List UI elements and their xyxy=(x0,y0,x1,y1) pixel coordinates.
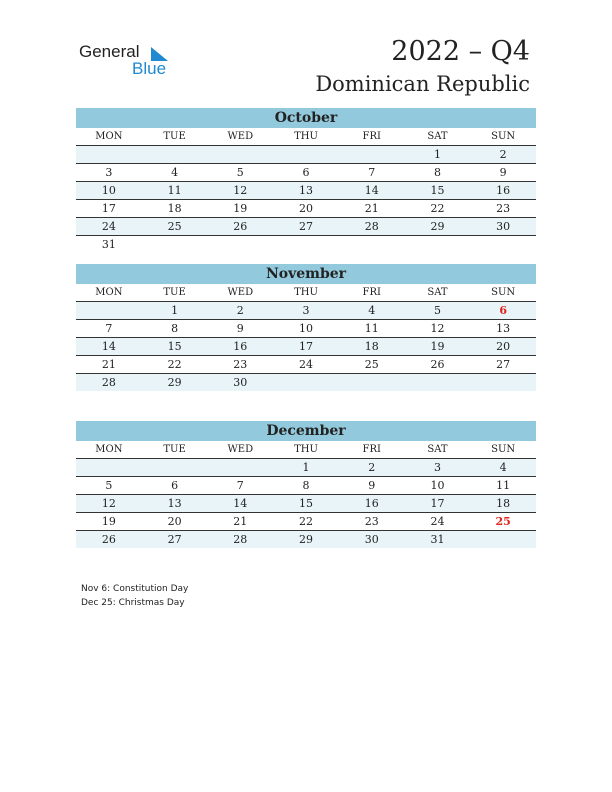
weekday-label: WED xyxy=(227,131,254,142)
day-cell: 20 xyxy=(496,340,511,353)
day-cell: 29 xyxy=(299,533,314,546)
day-cell: 17 xyxy=(430,497,445,510)
day-cell: 28 xyxy=(233,533,248,546)
week-row xyxy=(76,513,536,531)
empty-day-cell xyxy=(142,236,208,253)
day-cell: 29 xyxy=(167,376,182,389)
weekday-label: WED xyxy=(227,444,254,455)
holiday-notes xyxy=(81,582,188,610)
week-row xyxy=(76,477,536,495)
day-cell: 8 xyxy=(171,322,179,335)
day-cell: 14 xyxy=(101,340,116,353)
day-cell: 7 xyxy=(236,479,244,492)
country-subtitle: Dominican Republic xyxy=(315,72,530,96)
day-cell: 20 xyxy=(167,515,182,528)
week-row xyxy=(76,320,536,338)
day-cell: 13 xyxy=(299,184,314,197)
day-cell: 5 xyxy=(433,304,441,317)
empty-day-cell xyxy=(405,236,471,253)
day-cell: 12 xyxy=(101,497,116,510)
day-cell: 9 xyxy=(368,479,376,492)
day-cell: 1 xyxy=(302,461,310,474)
empty-day-cell xyxy=(339,374,405,391)
day-cell: 5 xyxy=(236,166,244,179)
day-cell: 6 xyxy=(171,479,179,492)
day-cell: 2 xyxy=(499,148,507,161)
day-cell: 13 xyxy=(167,497,182,510)
month-header: November xyxy=(76,264,536,284)
day-cell: 27 xyxy=(496,358,511,371)
day-cell: 25 xyxy=(364,358,379,371)
day-cell: 30 xyxy=(364,533,379,546)
day-cell: 26 xyxy=(101,533,116,546)
brand-general-text: General xyxy=(79,42,140,61)
weekday-header-row xyxy=(76,441,536,459)
weekday-label: TUE xyxy=(163,444,186,455)
day-cell: 28 xyxy=(364,220,379,233)
day-cell: 24 xyxy=(299,358,314,371)
day-cell: 15 xyxy=(430,184,445,197)
day-cell: 4 xyxy=(368,304,376,317)
weekday-label: THU xyxy=(294,287,318,298)
weekday-label: MON xyxy=(95,131,123,142)
day-cell: 10 xyxy=(101,184,116,197)
day-cell: 12 xyxy=(233,184,248,197)
day-cell: 16 xyxy=(496,184,511,197)
weekday-label: FRI xyxy=(362,444,381,455)
day-cell: 24 xyxy=(101,220,116,233)
week-row xyxy=(76,459,536,477)
day-cell: 22 xyxy=(430,202,445,215)
week-row xyxy=(76,182,536,200)
day-cell: 6 xyxy=(302,166,310,179)
day-cell: 14 xyxy=(364,184,379,197)
day-cell: 21 xyxy=(101,358,116,371)
day-cell: 19 xyxy=(233,202,248,215)
empty-day-cell xyxy=(142,146,208,163)
day-cell: 14 xyxy=(233,497,248,510)
day-cell: 3 xyxy=(433,461,441,474)
day-cell: 31 xyxy=(101,238,116,251)
brand-logo xyxy=(79,42,189,82)
week-row xyxy=(76,495,536,513)
weekday-label: WED xyxy=(227,287,254,298)
brand-blue-text: Blue xyxy=(132,59,167,78)
day-cell: 26 xyxy=(233,220,248,233)
day-cell: 8 xyxy=(433,166,441,179)
week-row xyxy=(76,146,536,164)
day-cell: 27 xyxy=(167,533,182,546)
day-cell: 28 xyxy=(101,376,116,389)
empty-day-cell xyxy=(207,459,273,476)
day-cell: 2 xyxy=(236,304,244,317)
day-cell: 16 xyxy=(233,340,248,353)
day-cell: 4 xyxy=(171,166,179,179)
weekday-label: MON xyxy=(95,444,123,455)
day-cell: 26 xyxy=(430,358,445,371)
day-cell: 11 xyxy=(364,322,379,335)
page-title: 2022 – Q4 xyxy=(391,36,530,67)
week-row xyxy=(76,302,536,320)
week-row xyxy=(76,356,536,374)
month-december xyxy=(76,421,536,548)
week-row xyxy=(76,531,536,548)
day-cell: 23 xyxy=(233,358,248,371)
day-cell: 19 xyxy=(101,515,116,528)
week-row xyxy=(76,338,536,356)
day-cell: 9 xyxy=(236,322,244,335)
day-cell: 2 xyxy=(368,461,376,474)
day-cell: 5 xyxy=(105,479,113,492)
holiday-note: Nov 6: Constitution Day xyxy=(81,584,189,594)
day-cell: 11 xyxy=(167,184,182,197)
day-cell: 16 xyxy=(364,497,379,510)
day-cell: 23 xyxy=(364,515,379,528)
empty-day-cell xyxy=(76,302,142,319)
weekday-label: SAT xyxy=(427,131,448,142)
empty-day-cell xyxy=(142,459,208,476)
empty-day-cell xyxy=(273,374,339,391)
weekday-label: MON xyxy=(95,287,123,298)
day-cell: 24 xyxy=(430,515,445,528)
empty-day-cell xyxy=(470,236,536,253)
day-cell: 7 xyxy=(368,166,376,179)
empty-day-cell xyxy=(339,236,405,253)
day-cell: 23 xyxy=(496,202,511,215)
day-cell: 18 xyxy=(364,340,379,353)
weekday-label: FRI xyxy=(362,287,381,298)
day-cell: 15 xyxy=(167,340,182,353)
empty-day-cell xyxy=(76,146,142,163)
day-cell: 17 xyxy=(101,202,116,215)
day-cell: 3 xyxy=(302,304,310,317)
empty-day-cell xyxy=(339,146,405,163)
day-cell: 15 xyxy=(299,497,314,510)
day-cell: 3 xyxy=(105,166,113,179)
month-october xyxy=(76,108,536,253)
day-cell: 21 xyxy=(364,202,379,215)
day-cell: 21 xyxy=(233,515,248,528)
day-cell: 29 xyxy=(430,220,445,233)
weekday-label: SUN xyxy=(491,444,516,455)
day-cell: 10 xyxy=(430,479,445,492)
week-row xyxy=(76,164,536,182)
day-cell: 20 xyxy=(299,202,314,215)
weekday-header-row xyxy=(76,128,536,146)
weekday-label: THU xyxy=(294,444,318,455)
empty-day-cell xyxy=(207,236,273,253)
weekday-label: SAT xyxy=(427,444,448,455)
weekday-label: SUN xyxy=(491,131,516,142)
day-cell: 17 xyxy=(299,340,314,353)
day-cell: 27 xyxy=(299,220,314,233)
day-cell: 22 xyxy=(167,358,182,371)
day-cell: 8 xyxy=(302,479,310,492)
day-cell: 13 xyxy=(496,322,511,335)
day-cell: 30 xyxy=(233,376,248,389)
week-row xyxy=(76,218,536,236)
day-cell: 7 xyxy=(105,322,113,335)
weekday-header-row xyxy=(76,284,536,302)
day-cell: 1 xyxy=(171,304,179,317)
weekday-label: TUE xyxy=(163,131,186,142)
day-cell: 11 xyxy=(496,479,511,492)
day-cell: 30 xyxy=(496,220,511,233)
weekday-label: SAT xyxy=(427,287,448,298)
month-november xyxy=(76,264,536,391)
weekday-label: THU xyxy=(294,131,318,142)
empty-day-cell xyxy=(273,146,339,163)
day-cell: 25 xyxy=(495,515,511,528)
day-cell: 9 xyxy=(499,166,507,179)
day-cell: 12 xyxy=(430,322,445,335)
empty-day-cell xyxy=(273,236,339,253)
empty-day-cell xyxy=(405,374,471,391)
week-row xyxy=(76,236,536,253)
empty-day-cell xyxy=(470,374,536,391)
month-header: December xyxy=(76,421,536,441)
day-cell: 1 xyxy=(433,148,441,161)
day-cell: 4 xyxy=(499,461,507,474)
day-cell: 19 xyxy=(430,340,445,353)
day-cell: 25 xyxy=(167,220,182,233)
empty-day-cell xyxy=(207,146,273,163)
week-row xyxy=(76,374,536,391)
day-cell: 22 xyxy=(299,515,314,528)
weekday-label: TUE xyxy=(163,287,186,298)
holiday-note: Dec 25: Christmas Day xyxy=(81,598,185,608)
day-cell: 6 xyxy=(499,304,507,317)
empty-day-cell xyxy=(76,459,142,476)
weekday-label: SUN xyxy=(491,287,516,298)
weekday-label: FRI xyxy=(362,131,381,142)
day-cell: 31 xyxy=(430,533,445,546)
empty-day-cell xyxy=(470,531,536,548)
day-cell: 18 xyxy=(167,202,182,215)
month-header: October xyxy=(76,108,536,128)
day-cell: 18 xyxy=(496,497,511,510)
week-row xyxy=(76,200,536,218)
day-cell: 10 xyxy=(299,322,314,335)
